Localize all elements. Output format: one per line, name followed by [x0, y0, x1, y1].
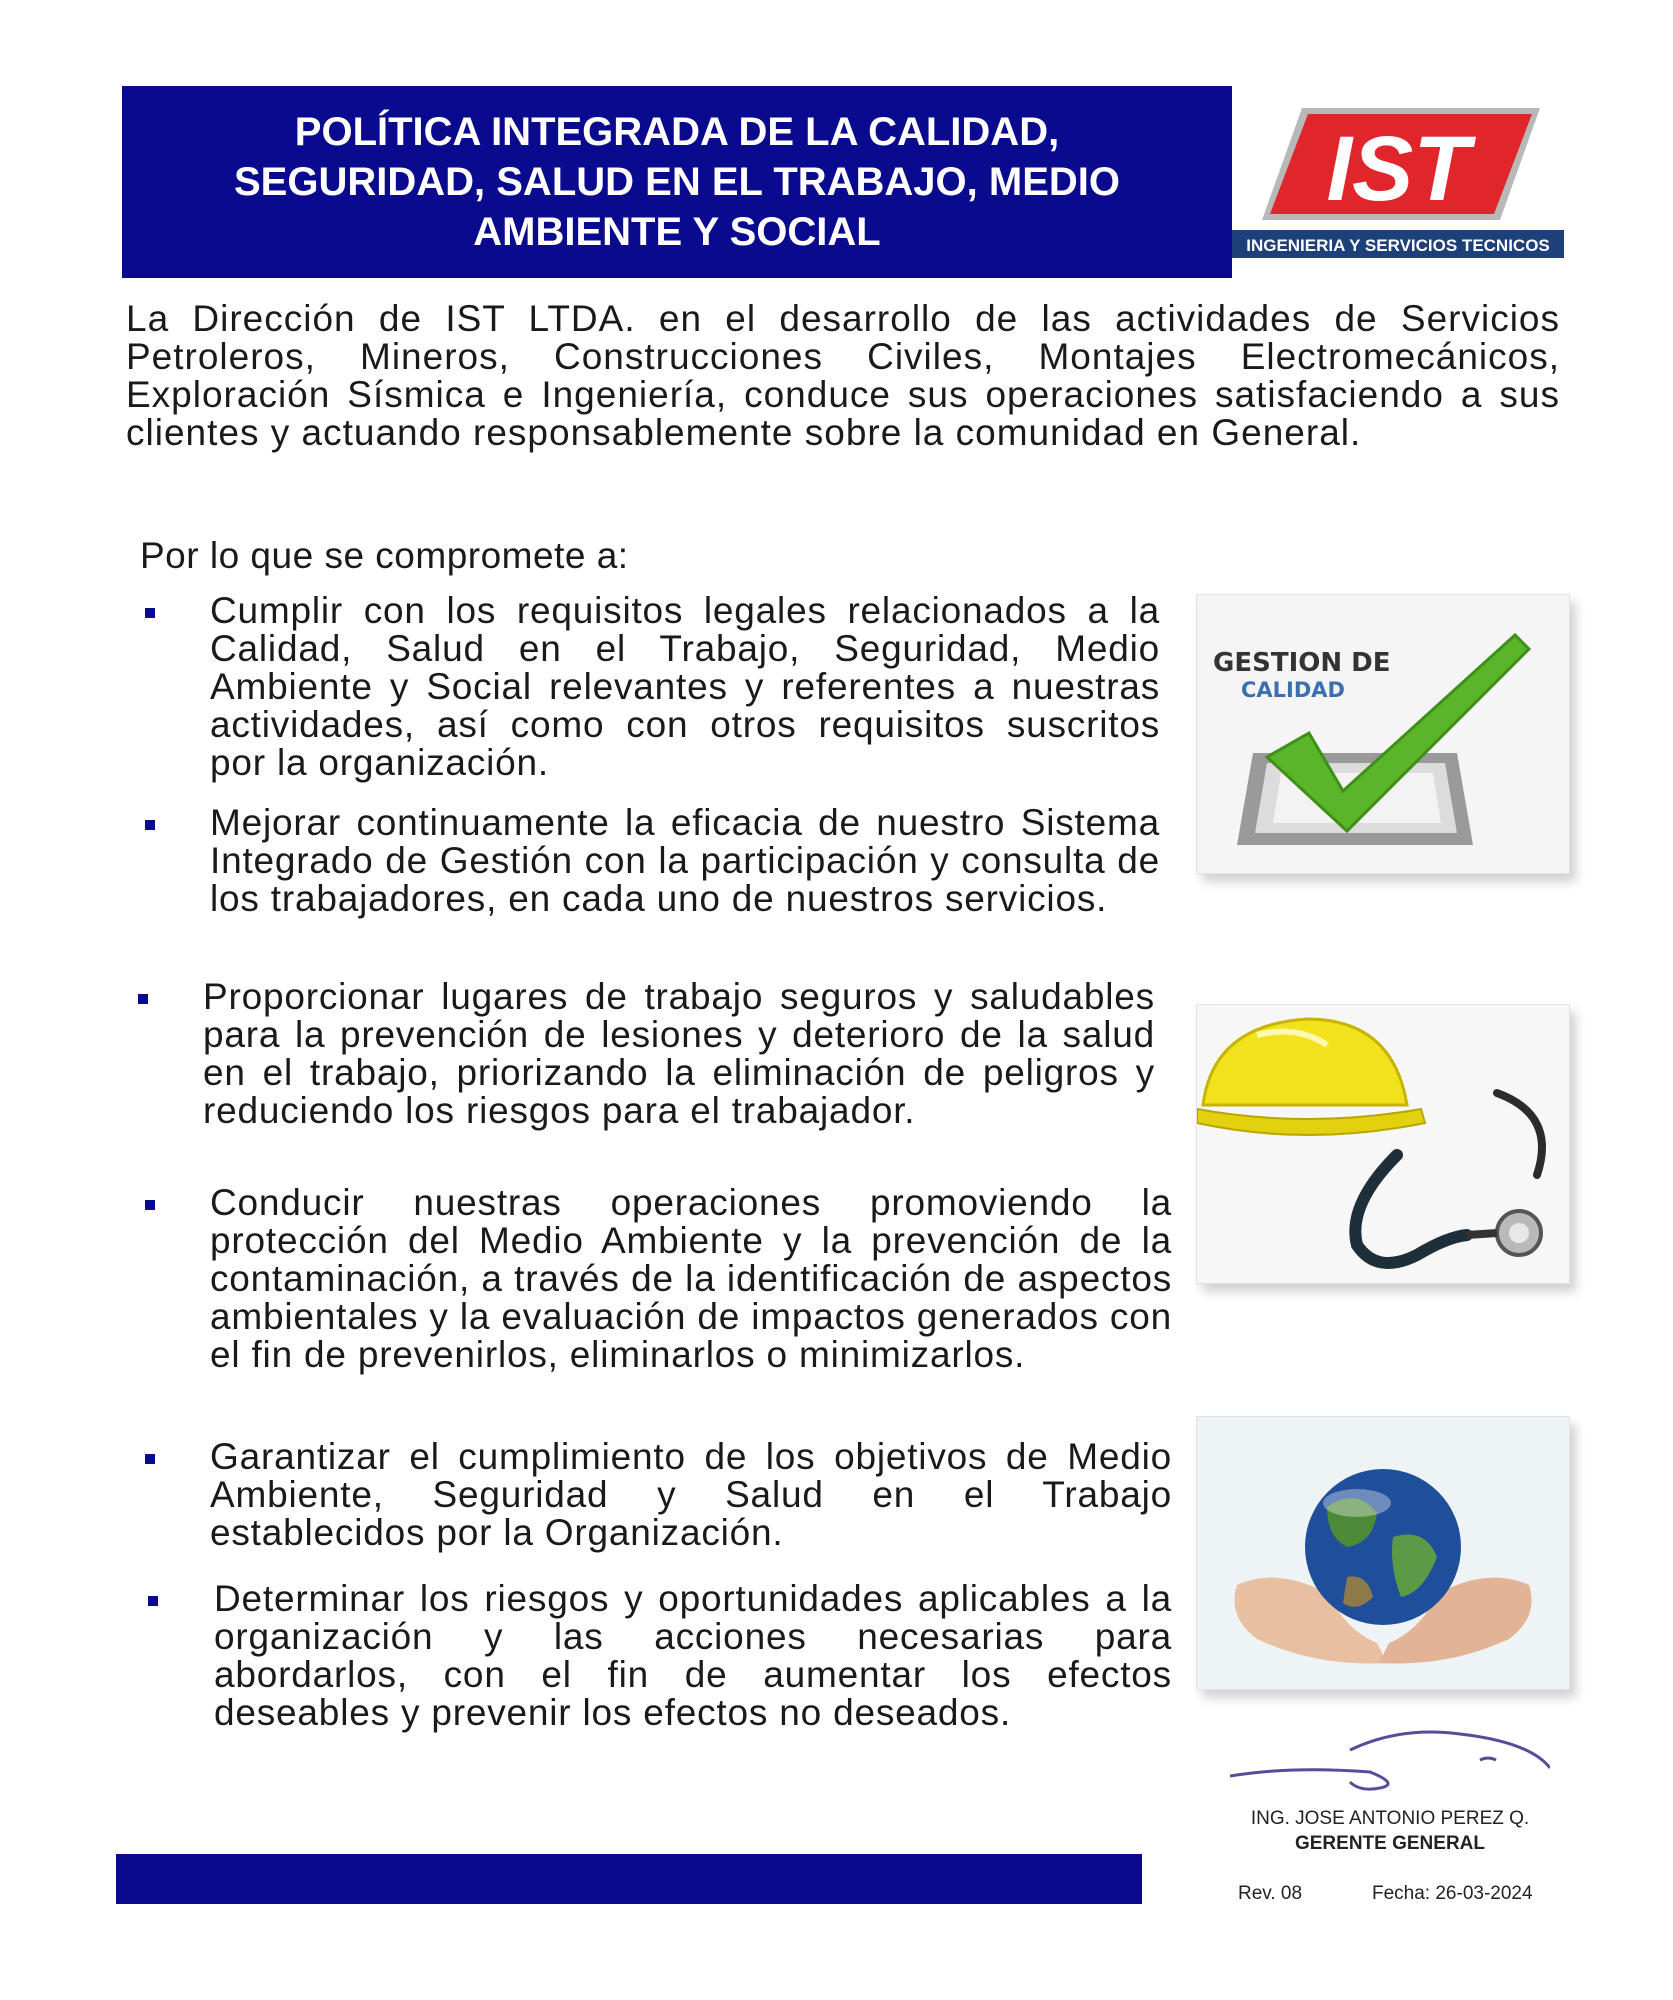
- bullet-1: [145, 608, 155, 618]
- logo-subtitle-text: INGENIERIA Y SERVICIOS TECNICOS: [1246, 236, 1550, 255]
- earth-in-hands-icon: [1197, 1417, 1569, 1689]
- signature-scribble: [1230, 1726, 1550, 1796]
- policy-title-line-2: SEGURIDAD, SALUD EN EL TRABAJO, MEDIO: [234, 160, 1120, 204]
- safety-health-image-card: [1196, 1004, 1570, 1284]
- bullet-5: [145, 1454, 155, 1464]
- helmet-stethoscope-icon: [1197, 1005, 1569, 1283]
- quality-image-card: [1196, 594, 1570, 874]
- commitment-item-1: Cumplir con los requisitos legales relacionados a la Calidad, Salud en el Trabajo, Seguridad, Medio Ambiente y Social relevantes y referentes a nuestras actividades, así como con otros requisitos suscritos por la organización.: [210, 590, 1160, 783]
- ist-logo: [1232, 102, 1564, 262]
- signatory-title: GERENTE GENERAL: [1294, 1833, 1486, 1854]
- revision-number: Rev. 08: [1238, 1883, 1303, 1904]
- commitment-item-6: Determinar los riesgos y oportunidades aplicables a la organización y las acciones necesarias para abordarlos, con el fin de aumentar los efectos deseables y prevenir los efectos no deseados.: [214, 1578, 1172, 1733]
- commitment-heading: Por lo que se compromete a:: [140, 535, 629, 576]
- quality-checkmark-icon: [1197, 595, 1569, 873]
- bullet-4: [145, 1200, 155, 1210]
- bullet-3: [138, 994, 148, 1004]
- logo-brand-text: IST: [1326, 118, 1470, 220]
- revision-date: Fecha: 26-03-2024: [1372, 1883, 1533, 1904]
- commitment-item-2: Mejorar continuamente la eficacia de nuestro Sistema Integrado de Gestión con la participación y consulta de los trabajadores, en cada uno de nuestros servicios.: [210, 802, 1160, 919]
- quality-line-2: CALIDAD: [1241, 678, 1345, 702]
- policy-title-line-1: POLÍTICA INTEGRADA DE LA CALIDAD,: [294, 110, 1060, 154]
- environment-image-card: [1196, 1416, 1570, 1690]
- commitment-item-4: Conducir nuestras operaciones promoviendo la protección del Medio Ambiente y la prevención de la contaminación, a través de la identificación de aspectos ambientales y la evaluación de impactos generados con el fin de prevenirlos, eliminarlos o minimizarlos.: [210, 1182, 1172, 1375]
- footer-bar: [116, 1854, 1142, 1904]
- policy-title-box: [122, 86, 1232, 278]
- intro-paragraph: La Dirección de IST LTDA. en el desarrollo de las actividades de Servicios Petroleros, Mineros, Construcciones Civiles, Montajes Electromecánicos, Exploración Sísmica e Ingeniería, conduce sus operaciones satisfaciendo a sus clientes y actuando responsablemente sobre la comunidad en General.: [126, 298, 1560, 453]
- policy-title-line-3: AMBIENTE Y SOCIAL: [473, 210, 881, 254]
- quality-line-1: GESTION DE: [1213, 648, 1391, 678]
- bullet-2: [145, 820, 155, 830]
- commitment-item-5: Garantizar el cumplimiento de los objetivos de Medio Ambiente, Seguridad y Salud en el Trabajo establecidos por la Organización.: [210, 1436, 1172, 1553]
- bullet-6: [148, 1596, 158, 1606]
- signatory-name: ING. JOSE ANTONIO PEREZ Q.: [1250, 1808, 1530, 1829]
- commitment-item-3: Proporcionar lugares de trabajo seguros y saludables para la prevención de lesiones y deterioro de la salud en el trabajo, priorizando la eliminación de peligros y reduciendo los riesgos para el trabajador.: [203, 976, 1155, 1131]
